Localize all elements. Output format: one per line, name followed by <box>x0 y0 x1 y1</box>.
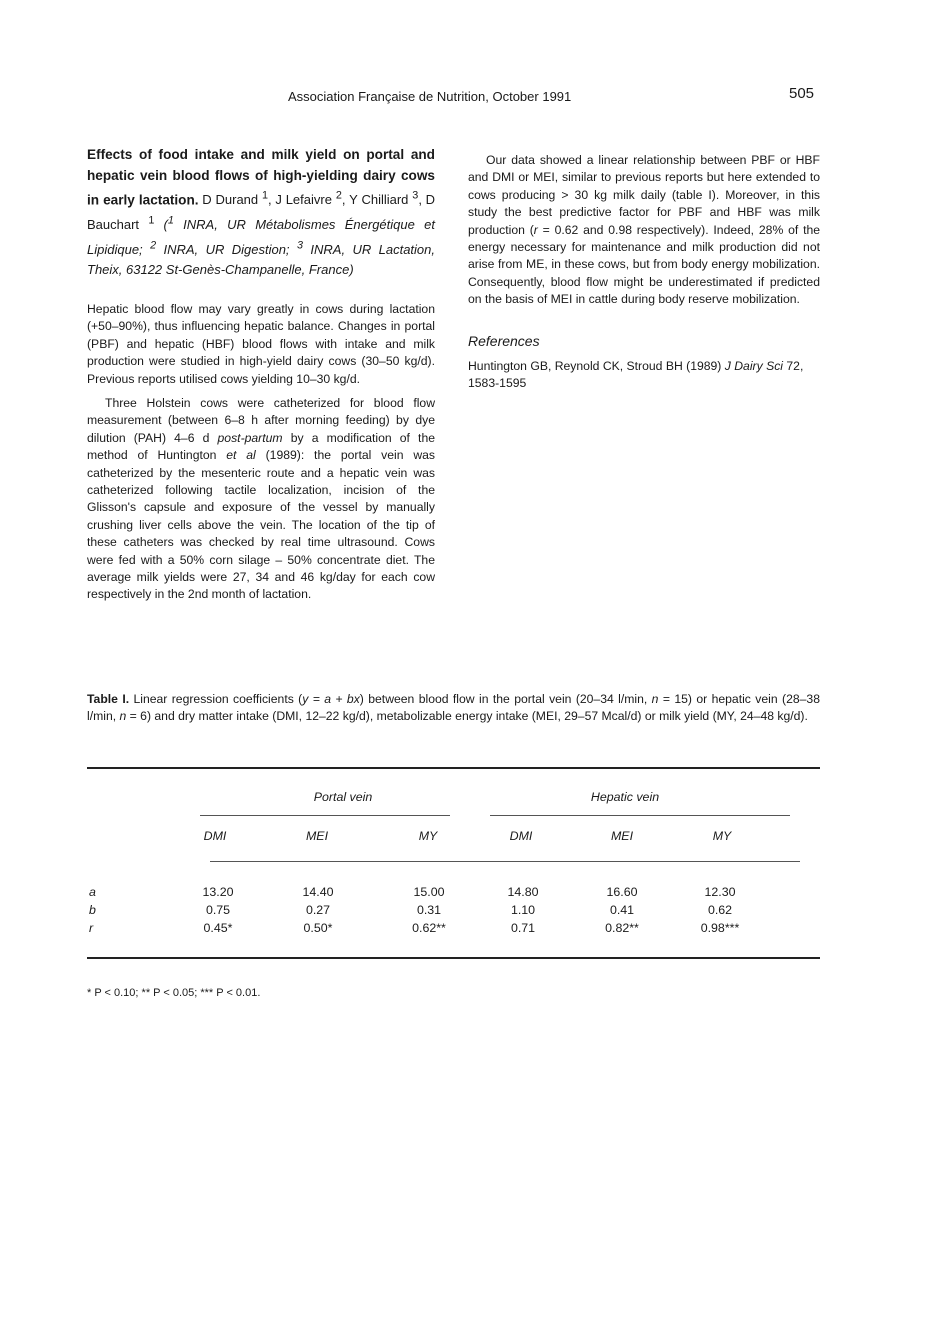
group-rule-hepatic <box>490 815 790 816</box>
table-cell: 13.20 <box>202 885 234 899</box>
abstract-paragraph-1: Hepatic blood flow may vary greatly in cows during lactation (+50–90%), thus influencing hepatic balance. Changes in portal (PBF) and hepatic (HBF) blood flows with intake and milk production were studied in high-yield dairy cows (30–50 kg/d). Previous reports utilised cows yielding 10–30 kg/d. <box>87 301 435 386</box>
table-cell: 0.71 <box>510 921 536 935</box>
reference-item: Huntington GB, Reynold CK, Stroud BH (1989) J Dairy Sci 72, 1583-1595 <box>468 359 804 391</box>
row-label: r <box>89 921 94 935</box>
group-header-portal: Portal vein <box>313 790 373 804</box>
table-cell: 0.82** <box>605 921 639 935</box>
page-number: 505 <box>789 85 815 102</box>
author-2: J Lefaivre $^2$, <box>275 190 346 208</box>
table-cell: 0.98*** <box>700 921 740 935</box>
left-column <box>87 145 435 604</box>
row-label: a <box>89 885 96 899</box>
table-footnote: * P < 0.10; ** P < 0.05; *** P < 0.01. <box>87 987 261 999</box>
author-3: Y Chilliard $^3$, <box>349 190 422 208</box>
col-header-hepatic-dmi: DMI <box>509 829 533 843</box>
abstract-paragraph-3: Our data showed a linear relationship between PBF or HBF and DMI or MEI, similar to previous reports but here extended to cows producing > 30 kg milk daily (table I). Moreover, in this study the best predictive factor for PBF and HBF was milk production (r = 0.62 and 0.98 respectively). Indeed, 28% of the energy necessary for maintenance and milk production did not arise from ME, in these cows, but from body energy mobilization. Consequently, blood flow might be underestimated if predicted on the basis of MEI in cattle during body reserve mobilization. <box>468 153 821 307</box>
table-cell: 0.62 <box>707 903 733 917</box>
col-header-hepatic-my: MY <box>712 829 732 843</box>
right-column <box>468 145 820 393</box>
affiliations: ($^1$ INRA, UR Métabolismes Énergétique et Lipidique; $^2$ INRA, UR Digestion; $^3$ INRA, UR Lactation, Theix, 63122 St-Genès-Champanelle, France) <box>87 214 435 278</box>
author-4: D Bauchart $^1$ <box>87 192 435 233</box>
table-cell: 12.30 <box>704 885 736 899</box>
table-cell: 0.27 <box>305 903 331 917</box>
references-title: References <box>468 332 540 349</box>
col-header-portal-dmi: DMI <box>203 829 227 843</box>
table-cell: 15.00 <box>413 885 445 899</box>
article-heading <box>87 145 435 281</box>
table-cell: 0.31 <box>416 903 442 917</box>
col-header-portal-my: MY <box>418 829 438 843</box>
article-title: Effects of food intake and milk yield on portal and hepatic vein blood flows of high-yielding dairy cows in early lactation. <box>87 147 435 208</box>
group-header-hepatic: Hepatic vein <box>590 790 660 804</box>
table-cell: 16.60 <box>606 885 638 899</box>
abstract-paragraph-2: Three Holstein cows were catheterized for blood flow measurement (between 6–8 h after morning feeding) by dye dilution (PAH) 4–6 d post-partum by a modification of the method of Huntington et al (1989): the portal vein was catheterized by the mesenteric route and a hepatic vein was catheterized following tactile localization, incision of the Glisson's capsule and exposure of the vessel by manually crushing liver cells above the vein. The location of the tip of these catheters was checked by real time ultrasound. Cows were fed with a 50% corn silage – 50% concentrate diet. The average milk yields were 27, 34 and 46 kg/day for each cow respectively in the 2nd month of lactation. <box>87 396 436 602</box>
table-cell: 0.41 <box>609 903 635 917</box>
table-top-rule <box>87 767 820 769</box>
author-1: D Durand $^1$, <box>202 190 272 208</box>
table-bottom-rule <box>87 957 820 959</box>
table-cell: 14.40 <box>302 885 334 899</box>
table-caption: Table I. Linear regression coefficients (y = a + bx) between blood flow in the portal vein (20–34 l/min, n = 15) or hepatic vein (28–38 l/min, n = 6) and dry matter intake (DMI, 12–22 kg/d), metabolizable energy intake (MEI, 29–57 Mcal/d) or milk yield (MY, 24–48 kg/d). <box>87 692 820 724</box>
table-cell: 0.62** <box>412 921 446 935</box>
col-header-portal-mei: MEI <box>305 829 329 843</box>
row-label: b <box>89 903 96 917</box>
table-cell: 0.45* <box>203 921 233 935</box>
header-rule <box>210 861 800 862</box>
group-rule-portal <box>200 815 450 816</box>
running-head: Association Française de Nutrition, October 1991 <box>288 89 572 104</box>
table-cell: 1.10 <box>510 903 536 917</box>
table-cell: 14.80 <box>507 885 539 899</box>
table-cell: 0.50* <box>303 921 333 935</box>
table-cell: 0.75 <box>205 903 231 917</box>
col-header-hepatic-mei: MEI <box>610 829 634 843</box>
